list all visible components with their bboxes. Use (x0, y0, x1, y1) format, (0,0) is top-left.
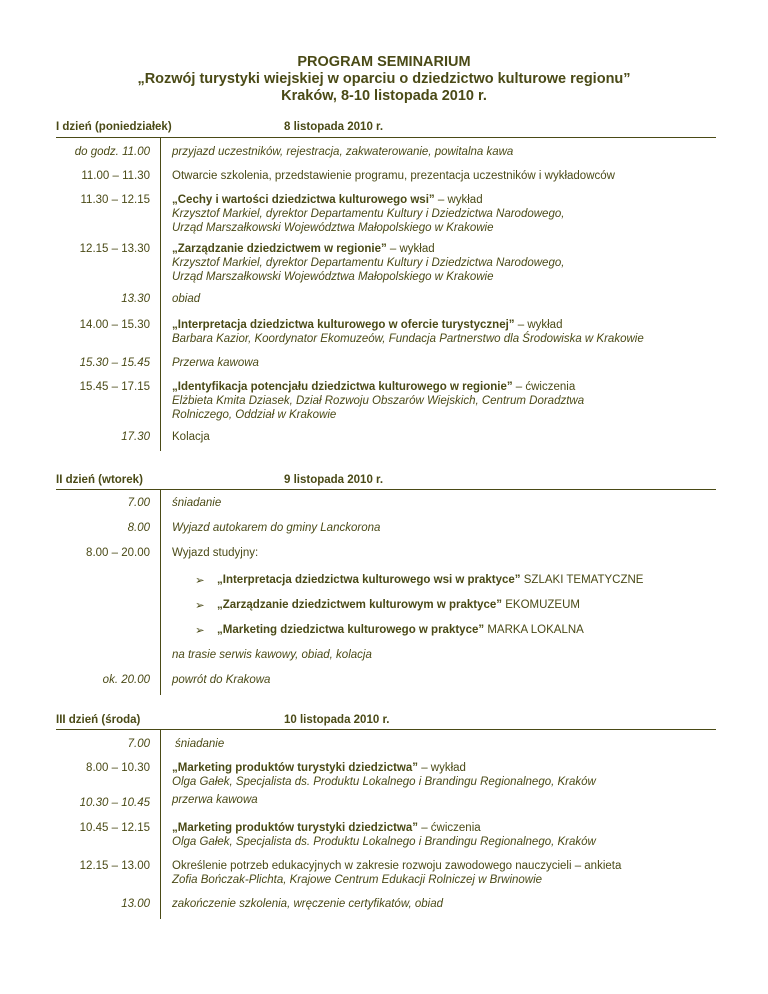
session-title: „Marketing produktów turystyki dziedzictwa” (172, 822, 419, 834)
session-title: „Interpretacja dziedzictwa kulturowego w ofercie turystycznej” (172, 319, 515, 331)
arrow-bullet-icon: ➢ (195, 575, 205, 587)
day2-name: II dzień (wtorek) (56, 474, 143, 486)
bullet-item (217, 598, 727, 612)
title-line-3: Kraków, 8-10 listopada 2010 r. (281, 88, 487, 104)
bullet-tag: MARKA LOKALNA (484, 624, 584, 636)
session-entry (172, 859, 724, 887)
day1-column-divider (160, 137, 161, 451)
time-cell: 12.15 – 13.30 (79, 243, 150, 255)
bullet-tag: EKOMUZEUM (502, 599, 580, 611)
session-type: – ćwiczenia (512, 381, 576, 393)
session-title: „Zarządzanie dziedzictwem w regionie” (172, 243, 387, 255)
time-cell: do godz. 11.00 (74, 146, 150, 158)
time-cell: ok. 20.00 (102, 674, 150, 686)
bullet-title: „Marketing dziedzictwa kulturowego w praktyce” (217, 624, 485, 636)
desc-cell: obiad (172, 293, 201, 305)
session-entry (172, 193, 724, 235)
time-cell: 8.00 – 10.30 (86, 762, 150, 774)
time-cell: 10.45 – 12.15 (79, 822, 150, 834)
bullet-title: „Interpretacja dziedzictwa kulturowego wsi w praktyce” (217, 574, 521, 586)
title-line-2: „Rozwój turystyki wiejskiej w oparciu o dziedzictwo kulturowe regionu” (137, 71, 631, 87)
day3-date: 10 listopada 2010 r. (284, 714, 390, 726)
title-line-1: PROGRAM SEMINARIUM (297, 54, 471, 70)
time-cell: 11.00 – 11.30 (81, 170, 150, 182)
arrow-bullet-icon: ➢ (195, 600, 205, 612)
speaker-line: Krzysztof Markiel, dyrektor Departamentu Kultury i Dziedzictwa Narodowego, (172, 257, 565, 269)
session-entry (172, 821, 724, 849)
time-cell: 8.00 (127, 522, 150, 534)
day1-name: I dzień (poniedziałek) (56, 121, 172, 133)
time-cell: 11.30 – 12.15 (80, 194, 150, 206)
bullet-tag: SZLAKI TEMATYCZNE (520, 574, 644, 586)
session-entry (172, 761, 724, 789)
desc-cell: śniadanie (175, 738, 225, 750)
time-cell: 17.30 (121, 431, 150, 443)
session-title: „Identyfikacja potencjału dziedzictwa kulturowego w regionie” (172, 381, 513, 393)
desc-cell: Przerwa kawowa (172, 357, 259, 369)
time-cell: 12.15 – 13.00 (79, 860, 150, 872)
time-cell: 14.00 – 15.30 (79, 319, 150, 331)
desc-cell: Otwarcie szkolenia, przedstawienie programu, prezentacja uczestników i wykładowców (172, 170, 615, 182)
day1-date: 8 listopada 2010 r. (284, 121, 384, 133)
desc-cell: przyjazd uczestników, rejestracja, zakwaterowanie, powitalna kawa (172, 146, 514, 158)
session-text: Określenie potrzeb edukacyjnych w zakresie rozwoju zawodowego nauczycieli – ankieta (172, 860, 622, 872)
desc-cell: śniadanie (172, 497, 222, 509)
desc-cell: powrót do Krakowa (172, 674, 271, 686)
time-cell: 15.45 – 17.15 (79, 381, 150, 393)
day2-column-divider (160, 489, 161, 695)
bullet-title: „Zarządzanie dziedzictwem kulturowym w praktyce” (217, 599, 503, 611)
time-cell: 7.00 (127, 738, 150, 750)
session-type: – wykład (514, 319, 563, 331)
session-entry (172, 318, 724, 346)
bullet-item (217, 573, 727, 587)
time-cell: 8.00 – 20.00 (86, 547, 150, 559)
speaker-line: Barbara Kazior, Koordynator Ekomuzeów, Fundacja Partnerstwo dla Środowiska w Krakowie (172, 333, 644, 345)
time-cell: 10.30 – 10.45 (79, 797, 150, 809)
day1-rule (56, 137, 716, 138)
time-cell: 13.30 (121, 293, 150, 305)
day3-header (56, 714, 716, 730)
session-type: – wykład (386, 243, 435, 255)
day2-rule (56, 489, 716, 490)
time-cell: 15.30 – 15.45 (79, 357, 150, 369)
time-cell: 7.00 (127, 497, 150, 509)
session-title: „Marketing produktów turystyki dziedzictwa” (172, 762, 419, 774)
day3-column-divider (160, 729, 161, 919)
session-type: – ćwiczenia (418, 822, 481, 834)
arrow-bullet-icon: ➢ (195, 625, 205, 637)
bullet-item (217, 623, 727, 637)
day3-rule (56, 729, 716, 730)
speaker-line: Olga Gałek, Specjalista ds. Produktu Lokalnego i Brandingu Regionalnego, Kraków (172, 776, 596, 788)
session-type: – wykład (434, 194, 483, 206)
speaker-line: Urząd Marszałkowski Województwa Małopolskiego w Krakowie (172, 222, 494, 234)
speaker-line: Elżbieta Kmita Dziasek, Dział Rozwoju Obszarów Wiejskich, Centrum Doradztwa (172, 395, 585, 407)
speaker-line: Zofia Bończak-Plichta, Krajowe Centrum Edukacji Rolniczej w Brwinowie (172, 874, 543, 886)
session-title: „Cechy i wartości dziedzictwa kulturowego wsi” (172, 194, 435, 206)
speaker-line: Rolniczego, Oddział w Krakowie (172, 409, 337, 421)
day2-header (56, 474, 716, 490)
speaker-line: Olga Gałek, Specjalista ds. Produktu Lokalnego i Brandingu Regionalnego, Kraków (172, 836, 596, 848)
session-entry (172, 380, 724, 422)
desc-cell: Wyjazd studyjny: (172, 547, 259, 559)
speaker-line: Krzysztof Markiel, dyrektor Departamentu Kultury i Dziedzictwa Narodowego, (172, 208, 565, 220)
time-cell: 13.00 (121, 898, 150, 910)
day2-note: na trasie serwis kawowy, obiad, kolacja (172, 649, 372, 661)
day3-name: III dzień (środa) (56, 714, 141, 726)
day1-header (56, 121, 716, 137)
document-title (0, 54, 768, 105)
session-type: – wykład (418, 762, 466, 774)
desc-cell: Wyjazd autokarem do gminy Lanckorona (172, 522, 381, 534)
day2-date: 9 listopada 2010 r. (284, 474, 384, 486)
session-entry (172, 242, 724, 284)
speaker-line: Urząd Marszałkowski Województwa Małopolskiego w Krakowie (172, 271, 494, 283)
desc-cell: zakończenie szkolenia, wręczenie certyfikatów, obiad (172, 898, 444, 910)
desc-cell: Kolacja (172, 431, 210, 443)
desc-cell: przerwa kawowa (172, 794, 258, 806)
